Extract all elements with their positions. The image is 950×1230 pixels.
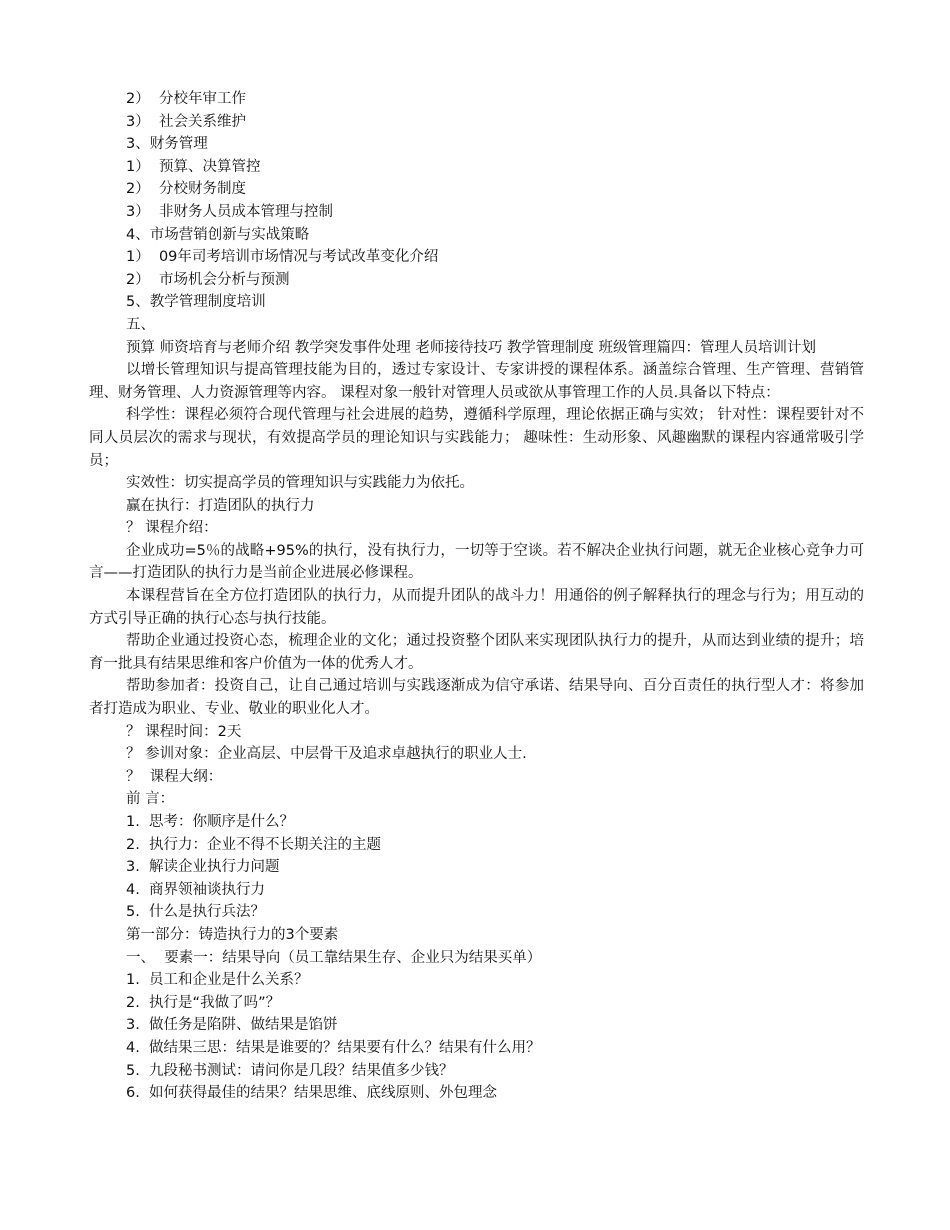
section-heading: 4、市场营销创新与实战策略 xyxy=(126,226,310,243)
list-item: 2） 分校年审工作 xyxy=(126,91,246,107)
list-item: 3. 做任务是陷阱、做结果是馅饼 xyxy=(126,1017,338,1034)
list-item: 4. 做结果三思：结果是谁要的？结果要有什么？结果有什么用？ xyxy=(126,1039,541,1056)
course-target: ？ 参训对象：企业高层、中层骨干及追求卓越执行的职业人士. xyxy=(126,746,527,763)
list-item: 5. 九段秘书测试：请问你是几段？结果值多少钱？ xyxy=(126,1062,454,1079)
list-item: 3） 社会关系维护 xyxy=(126,113,246,130)
paragraph-help-people: 帮助参加者：投资自己，让自己通过培训与实践逐渐成为信守承诺、结果导向、百分百责任的执行型人才：将参加者打造成为职业、专业、敬业的职业化人才。 xyxy=(89,678,864,718)
list-item: 1） 预算、决算管控 xyxy=(126,158,261,175)
list-item: 3. 解读企业执行力问题 xyxy=(126,859,280,876)
list-item: 2） 分校财务制度 xyxy=(126,181,246,198)
paragraph-help-company: 帮助企业通过投资心态，梳理企业的文化；通过投资整个团队来实现团队执行力的提升，从而达到业绩的提升；培育一批具有结果思维和客户价值为一体的优秀人才。 xyxy=(89,633,864,672)
list-item: 1. 思考：你顺序是什么？ xyxy=(126,814,295,830)
paragraph-budget: 预算 师资培育与老师介绍 教学突发事件处理 老师接待技巧 教学管理制度 班级管理篇四：管理人员培训计划 xyxy=(126,339,817,356)
course-time: ？ 课程时间：2天 xyxy=(126,723,242,740)
part-heading: 第一部分：铸造执行力的3个要素 xyxy=(126,926,339,943)
list-item: 3） 非财务人员成本管理与控制 xyxy=(126,203,333,220)
list-item: 2. 执行力：企业不得不长期关注的主题 xyxy=(126,836,382,853)
course-outline-heading: ？ 课程大纲： xyxy=(126,768,223,785)
list-item: 1） 09年司考培训市场情况与考试改革变化介绍 xyxy=(126,249,439,266)
preface-heading: 前 言： xyxy=(126,791,175,808)
course-title: 赢在执行：打造团队的执行力 xyxy=(126,497,315,514)
list-item: 4. 商界领袖谈执行力 xyxy=(126,881,266,898)
list-item: 2） 市场机会分析与预测 xyxy=(126,271,290,288)
paragraph-success: 企业成功=5％的战略+95%的执行，没有执行力，一切等于空谈。若不解决企业执行问题，就无企业核心竞争力可言——打造团队的执行力是当前企业进展必修课程。 xyxy=(89,542,864,582)
list-item: 2. 执行是“我做了吗”？ xyxy=(126,994,281,1011)
course-intro-heading: ？ 课程介绍： xyxy=(126,520,218,537)
list-item: 5. 什么是执行兵法？ xyxy=(126,904,266,921)
paragraph-aim: 本课程营旨在全方位打造团队的执行力，从而提升团队的战斗力！用通俗的例子解释执行的理念与行为；用互动的方式引导正确的执行心态与执行技能。 xyxy=(89,588,864,627)
factor-heading: 一、 要素一：结果导向（员工靠结果生存、企业只为结果买单） xyxy=(126,949,542,966)
list-item: 6. 如何获得最佳的结果？结果思维、底线原则、外包理念 xyxy=(126,1085,498,1102)
list-item: 1. 员工和企业是什么关系？ xyxy=(126,972,309,989)
section-heading: 5、教学管理制度培训 xyxy=(126,294,266,311)
document-body xyxy=(89,88,864,1105)
section-heading: 3、财务管理 xyxy=(126,136,208,153)
section-heading: 五、 xyxy=(126,316,155,333)
paragraph-science: 科学性：课程必须符合现代管理与社会进展的趋势，遵循科学原理，理论依据正确与实效； 针对性：课程要针对不同人员层次的需求与现状，有效提高学员的理论知识与实践能力； 趣味性：生动形象、风趣幽默的课程内容通常吸引学员； xyxy=(89,407,864,469)
paragraph-effect: 实效性：切实提高学员的管理知识与实践能力为依托。 xyxy=(126,475,474,492)
paragraph-intro: 以增长管理知识与提高管理技能为目的，透过专家设计、专家讲授的课程体系。涵盖综合管理、生产管理、营销管理、财务管理、人力资源管理等内容。 课程对象一般针对管理人员或欲从事管理工作的人员.具备以下特点： xyxy=(89,362,864,401)
